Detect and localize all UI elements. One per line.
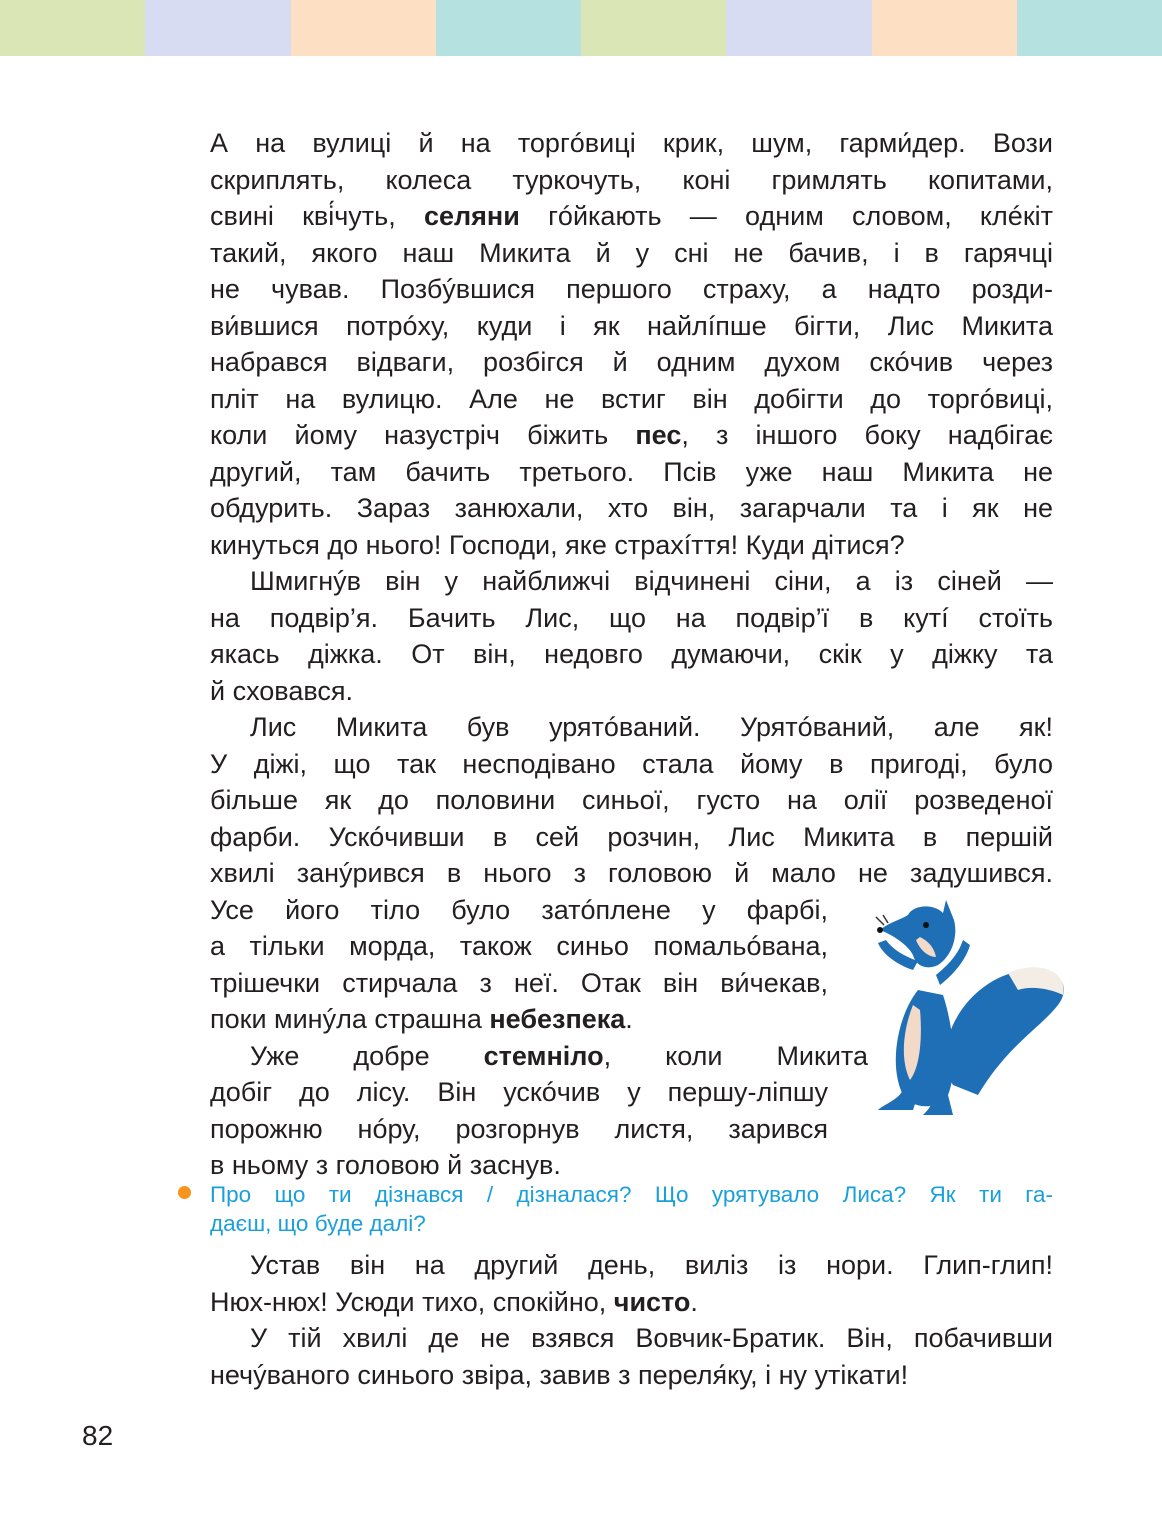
paragraph-1 xyxy=(210,125,1053,563)
text-fragment: поки минýла страшна xyxy=(210,1004,490,1034)
bold-keyword: чисто xyxy=(613,1286,691,1317)
text-fragment: . xyxy=(690,1286,698,1317)
color-band-segment xyxy=(726,0,871,56)
text-line: Шмигнýв він у найближчі відчинені сіни, а із сіней — xyxy=(250,566,1053,596)
bold-keyword: селяни xyxy=(423,201,520,231)
text-line: даєш, що буде далі? xyxy=(210,1211,426,1236)
text-line: обдурить. Зараз занюхали, хто він, загарчали та і як не xyxy=(210,493,1053,523)
paragraph-2 xyxy=(210,563,1053,709)
text-line: в ньому з головою й заснув. xyxy=(210,1150,561,1180)
text-line xyxy=(210,417,1053,454)
text-line: Устав він на другий день, виліз із нори. Глип-глип! xyxy=(250,1250,1053,1280)
paragraph-6 xyxy=(210,1320,1053,1393)
text-line: такий, якого наш Микита й у сні не бачив, і в гарячці xyxy=(210,237,1053,268)
text-line xyxy=(210,1038,868,1075)
color-band-segment xyxy=(436,0,581,56)
paragraph-5 xyxy=(210,1247,1053,1320)
text-fragment: коли йому назустріч біжить xyxy=(210,420,636,450)
story-continuation xyxy=(210,1247,1053,1393)
text-line: на подвір’я. Бачить Лис, що на подвір’ї в кутí стоїть xyxy=(210,602,1053,633)
text-fragment: , коли Микита xyxy=(603,1040,868,1071)
text-line: й сховався. xyxy=(210,675,354,706)
text-line: кинуться до нього! Господи, яке страхíття! Куди дітися? xyxy=(210,529,905,560)
text-line: У діжі, що так несподівано стала йому в пригоді, було xyxy=(210,748,1053,779)
color-band-segment xyxy=(145,0,290,56)
text-line: якась діжка. От він, недовго думаючи, скік у діжку та xyxy=(210,639,1053,669)
text-line: А на вулиці й на торгóвиці крик, шум, гарми́дер. Вози xyxy=(210,128,1053,158)
text-line: Про що ти дізнався / дізналася? Що урятувало Лиса? Як ти га- xyxy=(210,1182,1053,1207)
text-line: Усе його тіло було затóплене у фарбі, xyxy=(210,894,828,925)
text-fragment: , з іншого боку надбігає xyxy=(681,420,1053,450)
text-line: Лис Микита був урятóваний. Урятóваний, але як! xyxy=(250,712,1053,742)
text-line: фарби. Ускóчивши в сей розчин, Лис Микита в першій xyxy=(210,821,1053,852)
text-line xyxy=(210,1001,828,1038)
text-line: не чував. Позбýвшися першого страху, а надто розди- xyxy=(210,274,1053,304)
page-number: 82 xyxy=(82,1420,114,1451)
header-color-band xyxy=(0,0,1162,56)
text-line: більше як до половини синьої, густо на олії розведеної xyxy=(210,785,1053,815)
color-band-segment xyxy=(581,0,726,56)
text-line: скриплять, колеса туркочуть, коні гримлять копитами, xyxy=(210,164,1053,195)
color-band-segment xyxy=(1017,0,1162,56)
text-fragment: свині кві́чуть, xyxy=(210,201,424,231)
discussion-question xyxy=(210,1180,1053,1238)
text-line: а тільки морда, також синьо помальóвана, xyxy=(210,931,828,961)
text-line: пліт на вулицю. Але не встиг він добігти до торгóвиці, xyxy=(210,383,1053,414)
text-line: добіг до лісу. Він ускóчив у першу-ліпшу xyxy=(210,1077,828,1107)
color-band-segment xyxy=(0,0,145,56)
text-line: порожню нóру, розгорнув листя, зарився xyxy=(210,1113,828,1144)
text-line xyxy=(210,1284,1053,1321)
color-band-segment xyxy=(872,0,1017,56)
text-line xyxy=(210,198,1053,235)
text-fragment: . xyxy=(625,1004,633,1034)
text-line: другий, там бачить третього. Псів уже наш Микита не xyxy=(210,456,1053,487)
text-line: нечýваного синього звіра, завив з переля́ку, і ну утікати! xyxy=(210,1359,909,1390)
text-fragment: Нюх-нюх! Усюди тихо, спокійно, xyxy=(210,1286,614,1317)
text-fragment: Уже добре xyxy=(250,1040,484,1071)
bold-keyword: небезпека xyxy=(489,1004,626,1034)
text-line: набрався відваги, розбігся й одним духом скóчив через xyxy=(210,347,1053,377)
blue-fox-illustration-icon xyxy=(858,895,1068,1125)
bold-keyword: пес xyxy=(635,420,682,450)
text-line: ви́вшися потрóху, куди і як найлíпше бігти, Лис Микита xyxy=(210,310,1053,341)
bold-keyword: стемніло xyxy=(483,1040,604,1071)
text-line: трішечки стирчала з неї. Отак він ви́чекав, xyxy=(210,967,828,998)
text-line: хвилі занýрився в нього з головою й мало не задушився. xyxy=(210,858,1053,888)
color-band-segment xyxy=(291,0,436,56)
text-line: У тій хвилі де не взявся Вовчик-Братик. Він, побачивши xyxy=(250,1323,1053,1353)
text-fragment: гóйкають — одним словом, клéкіт xyxy=(519,201,1053,231)
question-bullet-icon xyxy=(178,1186,191,1199)
